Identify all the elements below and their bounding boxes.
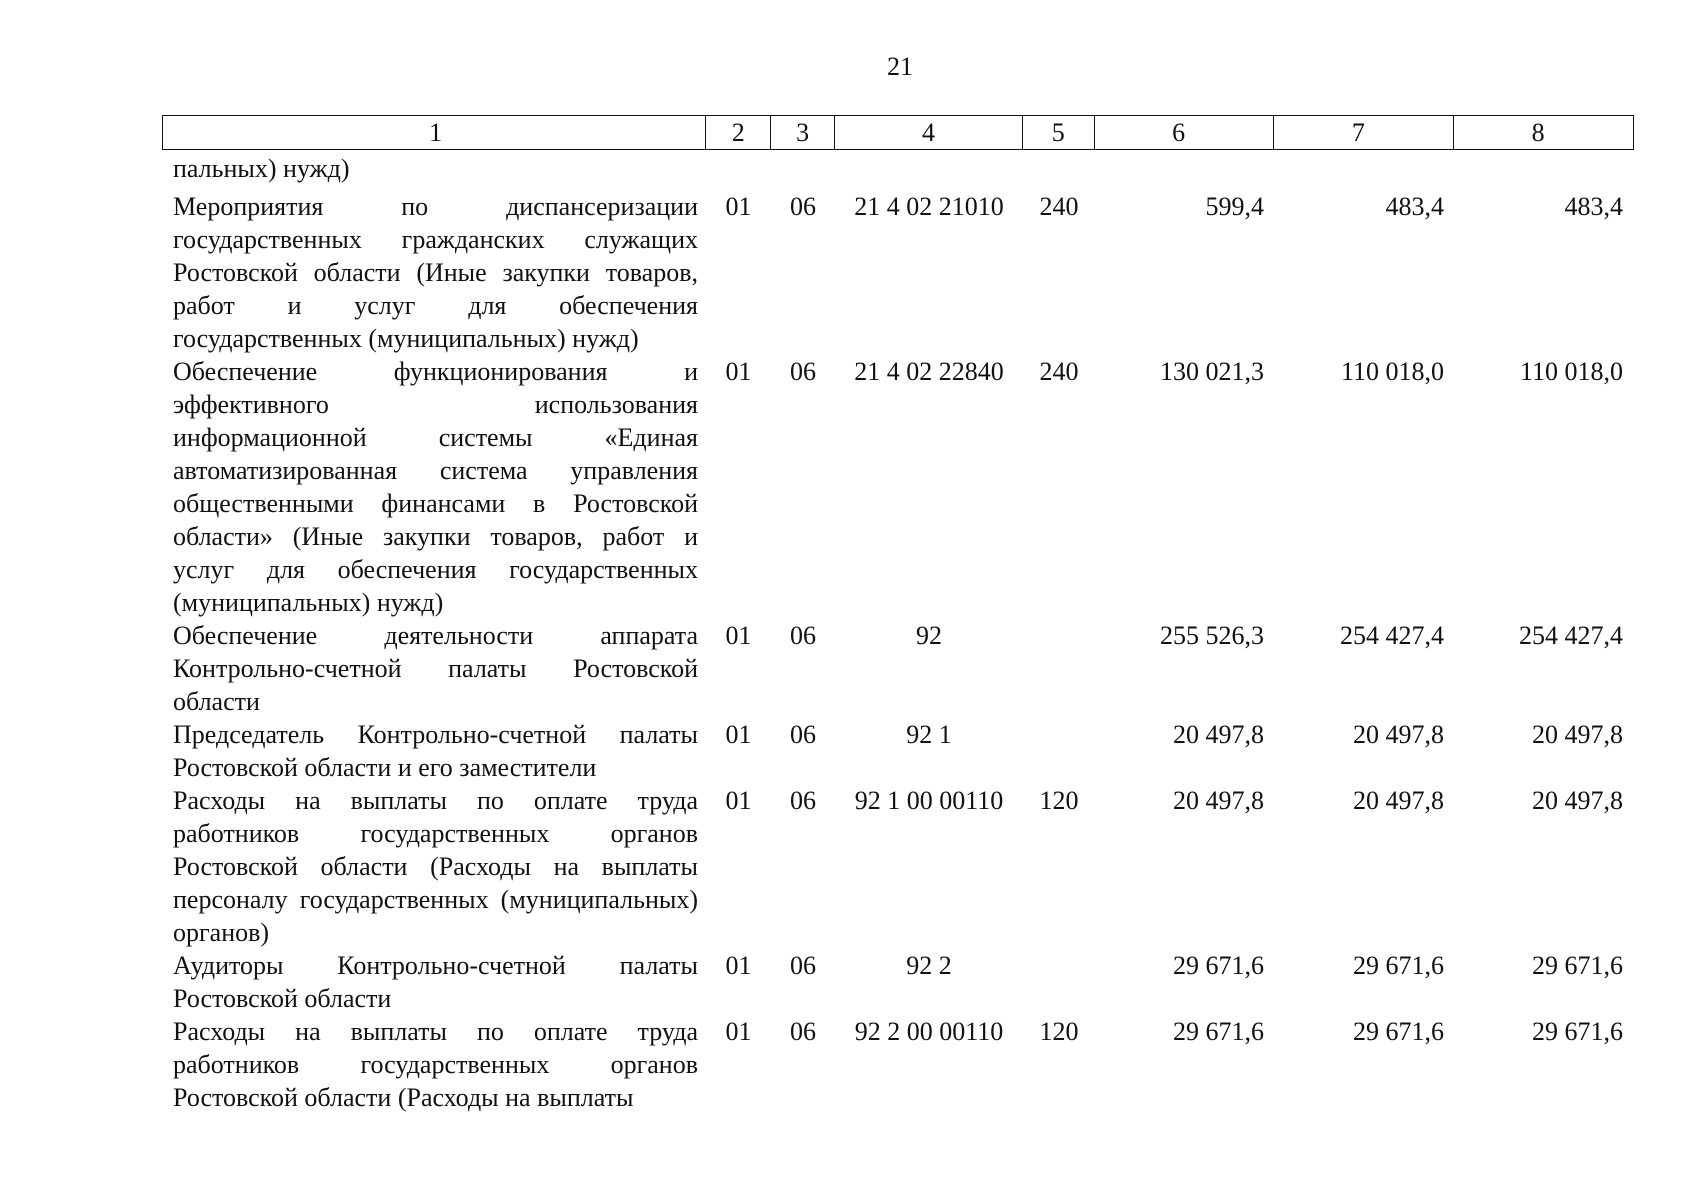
- table-row: [162, 1015, 1634, 1114]
- row-value-3: 254 427,4: [1519, 621, 1623, 650]
- row-value-3: 29 671,6: [1532, 1017, 1623, 1046]
- row-expense-type: [1023, 718, 1095, 784]
- row-name: Председатель Контрольно-счетной палаты Ростовской области и его заместители: [173, 720, 698, 782]
- row-name: пальных) нужд): [173, 154, 350, 183]
- row-name: Мероприятия по диспансеризации государственных гражданских служащих Ростовской области (Иные закупки товаров, работ и услуг для обеспечения государственных (муниципальных) нужд): [173, 192, 698, 353]
- row-subsection: [771, 152, 835, 185]
- header-col-2: 2: [706, 116, 771, 149]
- table-body: [162, 152, 1634, 1114]
- row-value-1: 130 021,3: [1160, 357, 1264, 386]
- row-expense-type: [1023, 619, 1095, 718]
- table-row: [162, 949, 1634, 1015]
- row-expense-type: [1023, 949, 1095, 1015]
- row-target-code: 21 4 02 21010: [854, 192, 1004, 221]
- row-subsection: 06: [790, 357, 816, 386]
- row-name: Аудиторы Контрольно-счетной палаты Ростовской области: [173, 951, 698, 1013]
- row-value-1: 29 671,6: [1173, 951, 1264, 980]
- page-number: 21: [887, 52, 913, 81]
- row-value-1: 29 671,6: [1173, 1017, 1264, 1046]
- table-row: [162, 784, 1634, 949]
- row-section: 01: [725, 786, 752, 815]
- row-value-3: 483,4: [1564, 192, 1623, 221]
- row-target-code: 92 1 00 00110: [854, 786, 1004, 815]
- header-col-3: 3: [771, 116, 835, 149]
- row-section: 01: [725, 357, 752, 386]
- row-target-code: 92 2: [906, 951, 952, 980]
- header-col-8: 8: [1531, 117, 1545, 147]
- row-section: 01: [725, 621, 752, 650]
- row-subsection: 06: [790, 621, 816, 650]
- row-value-1: 599,4: [1205, 192, 1264, 221]
- table-row: [162, 152, 1634, 185]
- row-name: Расходы на выплаты по оплате труда работников государственных органов Ростовской области (Расходы на выплаты: [173, 1017, 698, 1112]
- header-col-6: 6: [1095, 116, 1275, 149]
- row-expense-type: 120: [1039, 1017, 1079, 1046]
- row-value-3: 20 497,8: [1532, 720, 1623, 749]
- row-expense-type: [1023, 152, 1095, 185]
- row-section: 01: [725, 951, 752, 980]
- row-value-2: 483,4: [1385, 192, 1444, 221]
- row-subsection: 06: [790, 192, 816, 221]
- row-value-2: 20 497,8: [1353, 720, 1444, 749]
- row-value-3: 20 497,8: [1532, 786, 1623, 815]
- row-value-2: [1275, 152, 1455, 185]
- table-row: [162, 355, 1634, 619]
- row-value-2: 20 497,8: [1353, 786, 1444, 815]
- header-col-1: 1: [163, 116, 706, 149]
- row-value-2: 29 671,6: [1353, 1017, 1444, 1046]
- table-row: [162, 619, 1634, 718]
- row-value-3: [1455, 152, 1634, 185]
- row-value-1: 20 497,8: [1173, 720, 1264, 749]
- row-target-code: [835, 152, 1023, 185]
- header-col-5: 5: [1023, 116, 1095, 149]
- row-subsection: 06: [790, 1017, 816, 1046]
- row-section: 01: [725, 720, 752, 749]
- row-value-1: [1095, 152, 1275, 185]
- row-subsection: 06: [790, 951, 816, 980]
- table-row: [162, 718, 1634, 784]
- table-header: [162, 115, 1634, 150]
- row-section: 01: [725, 192, 752, 221]
- row-target-code: 92: [916, 621, 942, 650]
- row-value-3: 110 018,0: [1519, 357, 1623, 386]
- row-subsection: 06: [790, 720, 816, 749]
- header-col-7: 7: [1274, 116, 1454, 149]
- row-target-code: 92 1: [906, 720, 952, 749]
- row-value-2: 110 018,0: [1340, 357, 1444, 386]
- row-expense-type: 240: [1039, 192, 1079, 221]
- row-subsection: 06: [790, 786, 816, 815]
- row-section: 01: [725, 1017, 752, 1046]
- row-value-1: 255 526,3: [1160, 621, 1264, 650]
- row-target-code: 21 4 02 22840: [854, 357, 1004, 386]
- row-name: Расходы на выплаты по оплате труда работников государственных органов Ростовской области (Расходы на выплаты персоналу государственных (муниципальных) органов): [173, 786, 698, 947]
- row-section: [706, 152, 771, 185]
- row-name: Обеспечение функционирования и эффективного использования информационной системы «Единая автоматизированная система управления общественными финансами в Ростовской области» (Иные закупки товаров, работ и услуг для обеспечения государственных (муниципальных) нужд): [173, 357, 698, 617]
- row-target-code: 92 2 00 00110: [854, 1017, 1004, 1046]
- row-name: Обеспечение деятельности аппарата Контрольно-счетной палаты Ростовской области: [173, 621, 698, 716]
- row-expense-type: 120: [1039, 786, 1079, 815]
- row-expense-type: 240: [1039, 357, 1079, 386]
- row-value-3: 29 671,6: [1532, 951, 1623, 980]
- header-col-4: 4: [835, 116, 1023, 149]
- table-row: [162, 190, 1634, 355]
- row-value-2: 254 427,4: [1340, 621, 1444, 650]
- row-value-2: 29 671,6: [1353, 951, 1444, 980]
- row-value-1: 20 497,8: [1173, 786, 1264, 815]
